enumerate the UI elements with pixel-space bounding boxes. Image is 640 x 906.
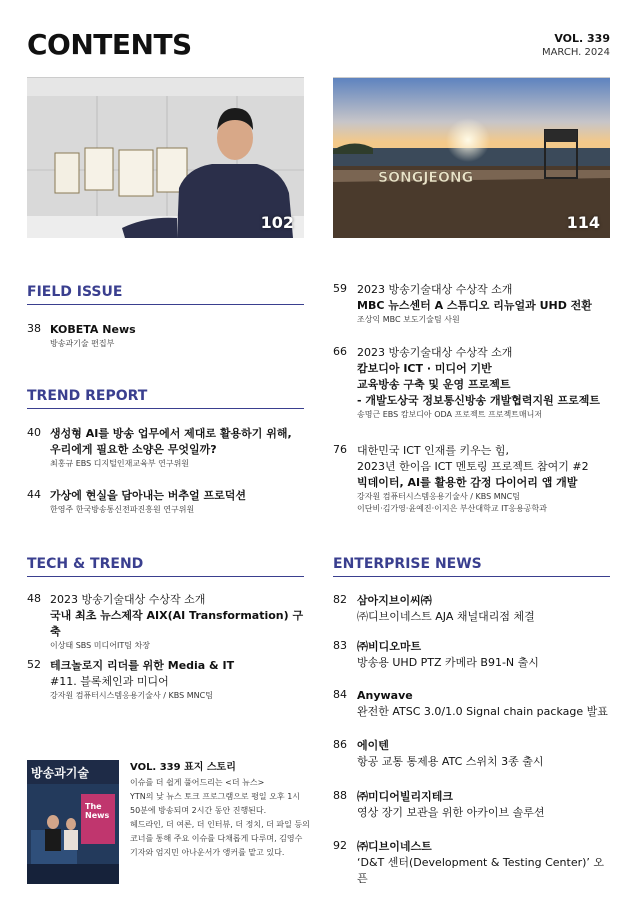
entry-title: 삼아지브이씨㈜	[357, 594, 432, 607]
entry-author: 송명근 EBS 캄보디아 ODA 프로젝트 프로젝트매니저	[357, 410, 543, 419]
entry-title: ㈜미디어빌리지테크	[357, 790, 454, 803]
entry-author: 강자원 컴퓨터시스템응용기술사 / KBS MNC팀	[50, 691, 213, 700]
page-number: 48	[27, 592, 41, 605]
page-number: 84	[333, 688, 347, 701]
entry-subtitle: 2023 방송기술대상 수상작 소개	[357, 346, 513, 359]
cover-news-label: The News	[85, 802, 110, 820]
entry-subtitle: 2023년 한이음 ICT 멘토링 프로젝트 참여기 #2	[357, 460, 589, 473]
toc-entry[interactable]	[333, 839, 613, 887]
page-number-badge: 102	[260, 213, 294, 232]
entry-author: 이단비·김가영·윤예진·이지은 부산대학교 IT응용공학과	[357, 504, 547, 513]
toc-entry[interactable]	[27, 322, 304, 350]
toc-entry[interactable]	[333, 282, 613, 326]
issue-month: MARCH. 2024	[541, 47, 610, 58]
page-number: 86	[333, 738, 347, 751]
cover-magazine-title: 방송과기술	[31, 766, 89, 780]
toc-entry[interactable]	[333, 688, 613, 720]
toc-entry[interactable]	[333, 639, 613, 671]
page-number-badge: 114	[566, 213, 600, 232]
feature-photo-right[interactable]	[333, 77, 610, 238]
entry-subtitle: ‘D&T 센터(Development & Testing Center)’ 오픈	[357, 856, 605, 885]
entry-subtitle: 대한민국 ICT 인재를 키우는 힘,	[357, 444, 510, 457]
page-number: 40	[27, 426, 41, 439]
entry-title: 캄보디아 ICT · 미디어 기반	[357, 362, 492, 375]
entry-subtitle: 항공 교통 통제용 ATC 스위치 3종 출시	[357, 755, 544, 768]
section-divider	[27, 576, 304, 577]
entry-title: ㈜디브이네스트	[357, 840, 432, 853]
entry-title: 가상에 현실을 담아내는 버추얼 프로덕션	[50, 489, 246, 502]
songjeong-sign: SONGJEONG	[378, 170, 474, 186]
entry-subtitle: 방송용 UHD PTZ 카메라 B91-N 출시	[357, 656, 539, 669]
entry-author: 최홍규 EBS 디지털인재교육부 연구위원	[50, 459, 190, 468]
entry-title: 에이텐	[357, 739, 389, 752]
section-divider	[333, 576, 610, 577]
section-divider	[27, 408, 304, 409]
entry-subtitle: 2023 방송기술대상 수상작 소개	[357, 283, 513, 296]
toc-entry[interactable]	[333, 593, 613, 625]
entry-subtitle: ㈜디브이네스트 AJA 채널대리점 체결	[357, 610, 535, 623]
toc-entry[interactable]	[333, 738, 613, 770]
feature-photo-left[interactable]	[27, 77, 304, 238]
entry-author: 조상익 MBC 보도기술팀 사원	[357, 315, 460, 324]
page-number: 92	[333, 839, 347, 852]
toc-entry[interactable]	[27, 488, 304, 516]
page-number: 83	[333, 639, 347, 652]
page-number: 88	[333, 789, 347, 802]
entry-title: 생성형 AI를 방송 업무에서 제대로 활용하기 위해,	[50, 427, 292, 440]
section-trend-report: TREND REPORT	[27, 388, 148, 404]
toc-entry[interactable]	[27, 592, 304, 652]
cover-story-title: VOL. 339 표지 스토리	[130, 762, 236, 773]
entry-title: 빅데이터, AI를 활용한 감정 다이어리 앱 개발	[357, 476, 578, 489]
cover-story-text	[130, 776, 320, 860]
page-number: 38	[27, 322, 41, 335]
story-line: YTN의 낮 뉴스 토크 프로그램으로 평일 오후 1시	[130, 792, 301, 801]
entry-subtitle: 완전한 ATSC 3.0/1.0 Signal chain package 발표	[357, 705, 608, 718]
story-line: 헤드라인, 더 여론, 더 인터뷰, 더 정치, 더 파일 등의	[130, 820, 310, 829]
entry-author: 한영주 한국방송통신전파진흥원 연구위원	[50, 505, 195, 514]
toc-entry[interactable]	[27, 658, 304, 702]
toc-entry[interactable]	[333, 443, 613, 515]
page-number: 52	[27, 658, 41, 671]
entry-title: 우리에게 필요한 소양은 무엇일까?	[50, 443, 217, 456]
entry-author: 이상태 SBS 미디어IT팀 차장	[50, 641, 150, 650]
page-number: 76	[333, 443, 347, 456]
page-number: 82	[333, 593, 347, 606]
cover-thumbnail[interactable]	[27, 760, 119, 884]
toc-entry[interactable]	[27, 426, 304, 470]
page-number: 66	[333, 345, 347, 358]
entry-title: 국내 최초 뉴스제작 AIX(AI Transformation) 구축	[50, 609, 304, 638]
entry-title: KOBETA News	[50, 323, 136, 336]
entry-title: ㈜비디오마트	[357, 640, 422, 653]
page-title: CONTENTS	[27, 28, 192, 61]
page-number: 59	[333, 282, 347, 295]
page-number: 44	[27, 488, 41, 501]
entry-title: Anywave	[357, 689, 413, 702]
toc-entry[interactable]	[333, 345, 613, 421]
section-field-issue: FIELD ISSUE	[27, 284, 123, 300]
entry-title: - 개발도상국 정보통신방송 개발협력지원 프로젝트	[357, 394, 601, 407]
volume-number: VOL. 339	[554, 32, 610, 45]
entry-subtitle: 2023 방송기술대상 수상작 소개	[50, 593, 206, 606]
section-enterprise-news: ENTERPRISE NEWS	[333, 556, 482, 572]
toc-entry[interactable]	[333, 789, 613, 821]
section-divider	[27, 304, 304, 305]
section-tech-trend: TECH & TREND	[27, 556, 144, 572]
story-line: 기자와 엄지민 아나운서가 앵커를 맡고 있다.	[130, 848, 285, 857]
story-line: 코너를 통해 주요 이슈를 다채롭게 다루며, 김영수	[130, 834, 303, 843]
entry-title: 테크놀로지 리더를 위한 Media & IT	[50, 659, 235, 672]
story-line: 이슈를 더 쉽게 풀어드리는 <더 뉴스>	[130, 778, 265, 787]
entry-title: MBC 뉴스센터 A 스튜디오 리뉴얼과 UHD 전환	[357, 299, 592, 312]
entry-subtitle: 영상 장기 보관을 위한 아카이브 솔루션	[357, 806, 545, 819]
entry-author: 강자원 컴퓨터시스템응용기술사 / KBS MNC팀	[357, 492, 520, 501]
entry-author: 방송과기술 편집부	[50, 339, 115, 348]
entry-title: 교육방송 구축 및 운영 프로젝트	[357, 378, 511, 391]
story-line: 50분에 방송되며 2시간 동안 진행된다.	[130, 806, 267, 815]
entry-subtitle: #11. 블록체인과 미디어	[50, 675, 169, 688]
